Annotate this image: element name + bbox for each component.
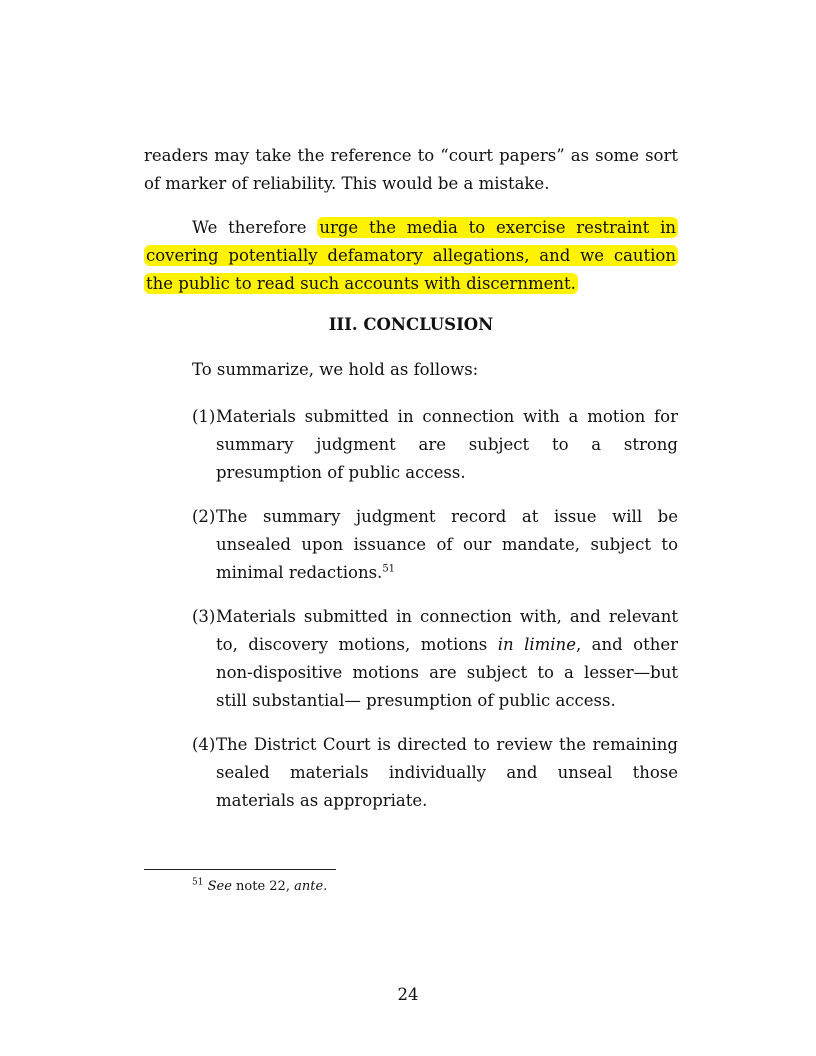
holding-number: (1) — [192, 407, 216, 426]
holding-number: (2) — [192, 507, 216, 526]
summary-intro: To summarize, we hold as follows: — [192, 360, 479, 379]
paragraph-continuation: readers may take the reference to “court papers” as some sort of marker of reliability. This would be a mistake. — [144, 146, 678, 193]
paragraph-lead: We therefore — [192, 218, 318, 237]
footnote-text: note 22, — [231, 879, 295, 894]
holding-item — [192, 603, 678, 715]
holding-text-italic: in limine — [497, 635, 576, 654]
holding-text: Materials submitted in connection with a motion for summary judgment are subject to a strong presumption of public access. — [216, 407, 678, 482]
footnote-ante: ante. — [294, 879, 328, 894]
holding-number: (4) — [192, 735, 216, 754]
footnote-number: 51 — [192, 877, 204, 888]
holding-text: The District Court is directed to review the remaining sealed materials individually and unseal those materials as appropriate. — [216, 735, 678, 810]
paragraph-caution — [144, 214, 678, 298]
holding-text-wrap — [192, 603, 678, 715]
highlighted-text: urge the media to exercise restraint in covering potentially defamatory allegations, and we caution the public to read such accounts with discernment. — [146, 218, 676, 293]
footnote — [192, 879, 327, 894]
holding-text-wrap — [192, 503, 678, 587]
holding-text: Materials submitted in connection with, and relevant to, discovery motions, motions — [216, 607, 678, 654]
holding-item — [192, 731, 678, 815]
section-heading: III. CONCLUSION — [328, 315, 494, 334]
holding-number: (3) — [192, 607, 216, 626]
holding-item — [192, 503, 678, 587]
holding-text: , and other non-dispositive motions are subject to a lesser—but still substantial— presumption of public access. — [216, 635, 678, 710]
footnote-divider — [144, 869, 336, 870]
page-number: 24 — [397, 985, 419, 1004]
holding-text: The summary judgment record at issue will be unsealed upon issuance of our mandate, subject to minimal redactions. — [216, 507, 678, 582]
holding-item — [192, 403, 678, 487]
footnote-see: See — [207, 879, 232, 894]
footnote-ref[interactable]: 51 — [382, 563, 396, 575]
